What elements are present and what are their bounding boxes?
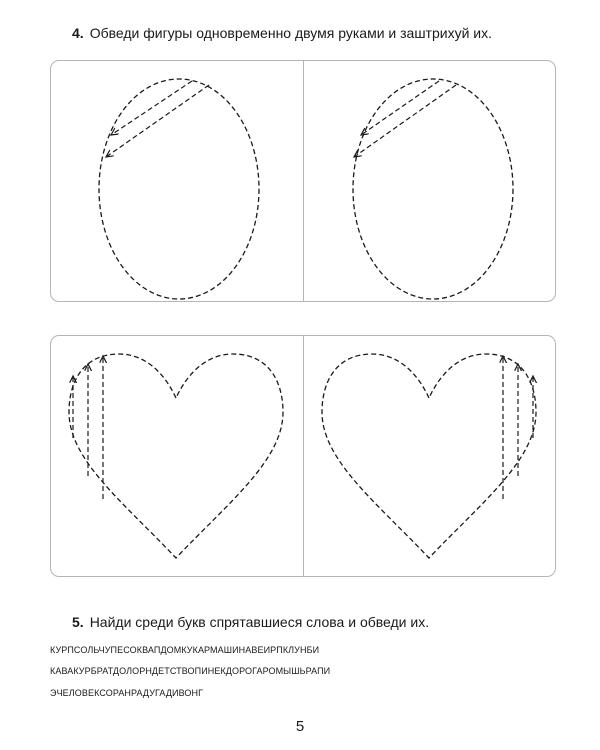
- left-oval: [99, 79, 259, 299]
- heart-tracing-panel: [50, 335, 556, 577]
- right-oval: [353, 79, 513, 299]
- oval-tracing-panel: [50, 60, 556, 302]
- oval-drawings: [51, 61, 557, 303]
- right-oval-arrow-2: [354, 85, 456, 157]
- left-oval-arrow-1: [111, 81, 192, 135]
- letter-row-1: КУРПСОЛЬЧУПЕСОКВАПДОМКУКАРМАШИНАВЕИРПКЛУНБИ: [50, 645, 320, 655]
- task-4-instruction: [72, 24, 492, 42]
- right-heart: [322, 354, 536, 558]
- page-number: 5: [295, 718, 305, 735]
- task-5-text: Найди среди букв спрятавшиеся слова и обведи их.: [89, 614, 430, 630]
- letter-row-3: ЭЧЕЛОВЕКСОРАНРАДУГАДИВОНГ: [50, 688, 204, 698]
- heart-drawings: [51, 336, 557, 578]
- letter-row-2: КАВАКУРБРАТДОЛОРНДЕТСТВОПИНЕКДОРОГАРОМЫШЬРАПИ: [50, 666, 331, 676]
- task-5-instruction: [72, 613, 429, 631]
- left-oval-arrow-2: [106, 85, 209, 157]
- task-4-text: Обведи фигуры одновременно двумя руками и заштрихуй их.: [89, 25, 492, 41]
- left-heart: [69, 354, 283, 558]
- task-5-number: 5.: [72, 614, 84, 630]
- right-oval-arrow-1: [361, 81, 439, 135]
- task-4-number: 4.: [72, 25, 84, 41]
